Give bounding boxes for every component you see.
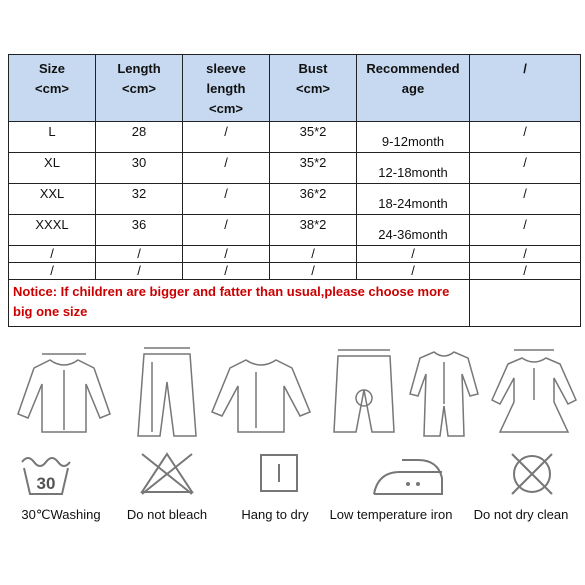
cell-blank: / <box>9 263 96 280</box>
cell-blank: / <box>183 263 270 280</box>
size-chart-table <box>8 54 581 327</box>
table-row <box>9 246 581 263</box>
do-not-dry-clean-icon <box>508 450 556 498</box>
cell-bust: 38*2 <box>270 215 357 246</box>
long-sleeve-top-icon <box>14 342 114 442</box>
cell-blank: / <box>357 246 470 263</box>
do-not-bleach-icon <box>138 450 196 496</box>
care-label-hang-dry: Hang to dry <box>241 507 309 522</box>
header-size: Size <cm> <box>9 55 96 122</box>
cell-length: 30 <box>96 153 183 184</box>
garment-illustrations <box>0 342 585 442</box>
cell-blank: / <box>357 263 470 280</box>
cell-blank: / <box>470 263 581 280</box>
notice-row <box>9 280 581 327</box>
cell-size: XL <box>9 153 96 184</box>
hang-to-dry-icon <box>258 450 300 494</box>
romper-icon <box>408 342 480 442</box>
cell-age: 24-36month <box>357 215 470 246</box>
cell-blank: / <box>470 246 581 263</box>
wash-30-icon <box>20 450 72 500</box>
header-slash: / <box>470 55 581 122</box>
cell-size: L <box>9 122 96 153</box>
care-label-no-dry-clean: Do not dry clean <box>473 507 569 522</box>
low-temperature-iron-icon <box>368 450 448 500</box>
long-sleeve-shirt-icon <box>206 342 316 442</box>
cell-bust: 35*2 <box>270 122 357 153</box>
cell-age: 12-18month <box>357 153 470 184</box>
header-recommended-age: Recommended age <box>357 55 470 122</box>
table-row <box>9 153 581 184</box>
cell-extra: / <box>470 215 581 246</box>
cell-length: 28 <box>96 122 183 153</box>
cell-sleeve: / <box>183 215 270 246</box>
table-row <box>9 215 581 246</box>
care-label-iron: Low temperature iron <box>329 507 453 522</box>
cell-bust: 35*2 <box>270 153 357 184</box>
cell-age: 18-24month <box>357 184 470 215</box>
table-row <box>9 122 581 153</box>
table-row <box>9 184 581 215</box>
cell-size: XXXL <box>9 215 96 246</box>
cell-sleeve: / <box>183 122 270 153</box>
cell-size: XXL <box>9 184 96 215</box>
size-notice: Notice: If children are bigger and fatter than usual,please choose more big one size <box>9 280 470 327</box>
cell-length: 32 <box>96 184 183 215</box>
cell-extra: / <box>470 153 581 184</box>
header-length: Length <cm> <box>96 55 183 122</box>
wash-temperature-text: 30 <box>36 474 56 493</box>
cell-sleeve: / <box>183 184 270 215</box>
care-label-no-bleach: Do not bleach <box>126 507 208 522</box>
table-row <box>9 263 581 280</box>
pants-icon <box>132 342 202 442</box>
cell-blank: / <box>183 246 270 263</box>
table-header-row <box>9 55 581 122</box>
cell-length: 36 <box>96 215 183 246</box>
cell-extra: / <box>470 184 581 215</box>
cell-blank: / <box>96 263 183 280</box>
dress-icon <box>488 342 580 442</box>
shorts-pants-icon <box>328 342 400 442</box>
cell-blank: / <box>96 246 183 263</box>
cell-extra: / <box>470 122 581 153</box>
cell-blank: / <box>270 263 357 280</box>
care-label-washing: 30℃Washing <box>21 507 101 522</box>
notice-side-cell <box>470 280 581 327</box>
header-sleeve-length: sleeve length <cm> <box>183 55 270 122</box>
cell-blank: / <box>9 246 96 263</box>
cell-blank: / <box>270 246 357 263</box>
header-bust: Bust <cm> <box>270 55 357 122</box>
cell-age: 9-12month <box>357 122 470 153</box>
cell-bust: 36*2 <box>270 184 357 215</box>
cell-sleeve: / <box>183 153 270 184</box>
